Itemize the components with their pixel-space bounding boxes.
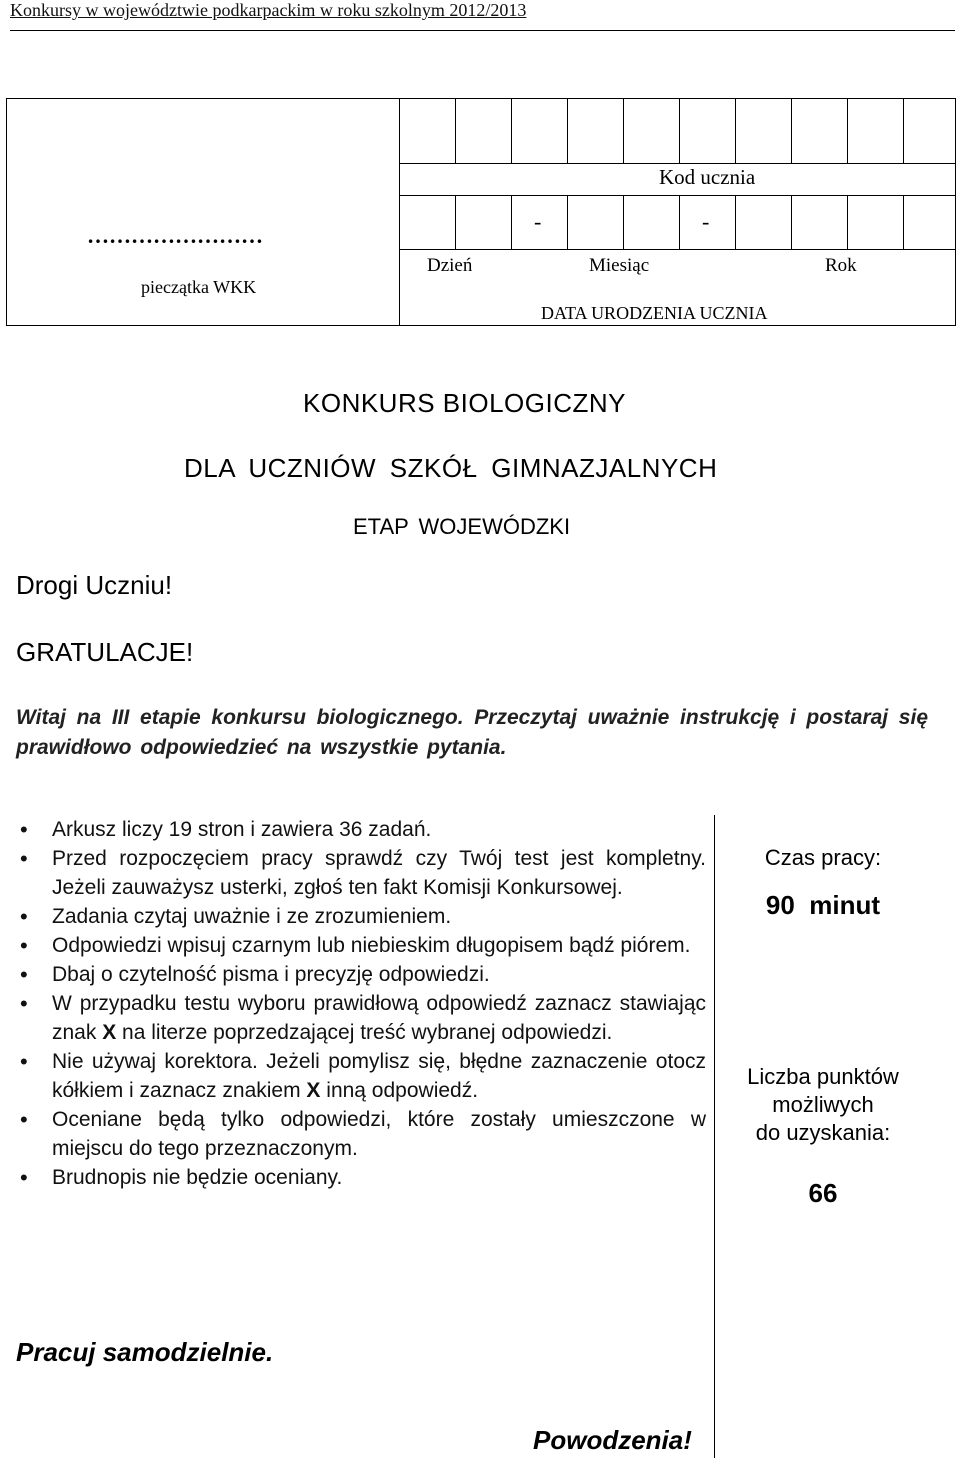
points-value: 66 xyxy=(808,1178,838,1208)
date-dash-1: - xyxy=(534,209,542,234)
code-cell-border xyxy=(623,99,624,163)
list-item xyxy=(16,989,706,1047)
list-item xyxy=(16,815,706,844)
rule-text: Odpowiedzi wpisuj czarnym lub niebieskim długopisem bądź piórem. xyxy=(52,934,691,957)
day-label: Dzień xyxy=(427,255,473,276)
month-label: Miesiąc xyxy=(589,255,650,276)
congrats: GRATULACJE! xyxy=(16,637,194,667)
stamp-dots: …………………… xyxy=(87,223,263,248)
header-text: Konkursy w województwie podkarpackim w roku szkolnym 2012/2013 xyxy=(10,0,527,20)
intro-paragraph: Witaj na III etapie konkursu biologicznego. Przeczytaj uważnie instrukcję i postaraj się prawidłowo odpowiedzieć na wszystkie pytania. xyxy=(16,706,928,759)
points-label-1: Liczba punktów xyxy=(747,1064,899,1089)
stamp-label: pieczątka WKK xyxy=(141,277,257,297)
form-separator xyxy=(399,99,400,326)
list-item xyxy=(16,1105,706,1163)
rule-text: inną odpowiedź. xyxy=(320,1079,479,1102)
title-line-2: DLA UCZNIÓW SZKÓŁ GIMNAZJALNYCH xyxy=(184,453,718,483)
rule-text: Przed rozpoczęciem pracy sprawdź czy Twój test jest kompletny. Jeżeli zauważysz usterki, zgłoś ten fakt Komisji Konkursowej. xyxy=(52,847,706,899)
list-item xyxy=(16,960,706,989)
instructions-list xyxy=(16,815,706,1192)
date-cell-border xyxy=(679,195,680,249)
student-form-box xyxy=(6,98,956,326)
kod-row-bottom xyxy=(399,195,955,196)
list-item xyxy=(16,844,706,902)
list-item xyxy=(16,1047,706,1105)
list-item xyxy=(16,931,706,960)
x-mark: X xyxy=(306,1079,321,1102)
date-cell-border xyxy=(567,195,568,249)
rule-text: W przypadku testu wyboru prawidłową odpowiedź zaznacz stawiając znak xyxy=(52,992,706,1044)
points-label-3: do uzyskania: xyxy=(755,1120,891,1145)
rule-text: na literze poprzedzającej treść wybranej odpowiedzi. xyxy=(116,1021,613,1044)
date-cell-border xyxy=(847,195,848,249)
code-cell-border xyxy=(567,99,568,163)
code-cell-border xyxy=(847,99,848,163)
rule-text: Arkusz liczy 19 stron i zawiera 36 zadań. xyxy=(52,818,432,841)
rule-text: Dbaj o czytelność pisma i precyzję odpowiedzi. xyxy=(52,963,490,986)
code-row-bottom xyxy=(399,163,955,164)
code-cell-border xyxy=(511,99,512,163)
rule-text: Oceniane będą tylko odpowiedzi, które zostały umieszczone w miejscu do tego przeznaczonym. xyxy=(52,1108,706,1160)
date-row-bottom xyxy=(399,249,955,250)
code-cell-border xyxy=(791,99,792,163)
date-cell-border xyxy=(511,195,512,249)
code-cell-border xyxy=(735,99,736,163)
x-mark: X xyxy=(102,1021,117,1044)
rule-text: Nie używaj korektora. Jeżeli pomylisz się, błędne zaznaczenie otocz kółkiem i zaznacz znakiem xyxy=(52,1050,706,1102)
work-alone-note: Pracuj samodzielnie. xyxy=(16,1337,274,1367)
title-line-1: KONKURS BIOLOGICZNY xyxy=(303,388,626,418)
rule-text: Zadania czytaj uważnie i ze zrozumieniem. xyxy=(52,905,452,928)
code-cell-border xyxy=(455,99,456,163)
code-cell-border xyxy=(679,99,680,163)
greeting: Drogi Uczniu! xyxy=(16,570,173,600)
title-line-3: ETAP WOJEWÓDZKI xyxy=(353,514,571,539)
time-value: 90 minut xyxy=(765,890,881,920)
birthdate-label: DATA URODZENIA UCZNIA xyxy=(541,303,768,323)
code-cell-border xyxy=(903,99,904,163)
date-cell-border xyxy=(903,195,904,249)
date-cell-border xyxy=(735,195,736,249)
date-cell-border xyxy=(791,195,792,249)
column-divider xyxy=(714,815,715,1458)
rule-text: Brudnopis nie będzie oceniany. xyxy=(52,1166,343,1189)
list-item xyxy=(16,1163,706,1192)
date-cell-border xyxy=(623,195,624,249)
page-header xyxy=(10,0,955,31)
time-label: Czas pracy: xyxy=(764,845,882,870)
date-dash-2: - xyxy=(702,209,710,234)
year-label: Rok xyxy=(825,255,857,276)
date-cell-border xyxy=(455,195,456,249)
list-item xyxy=(16,902,706,931)
good-luck-note: Powodzenia! xyxy=(533,1425,692,1455)
kod-ucznia-label: Kod ucznia xyxy=(659,165,756,189)
points-label-2: możliwych xyxy=(772,1092,874,1117)
